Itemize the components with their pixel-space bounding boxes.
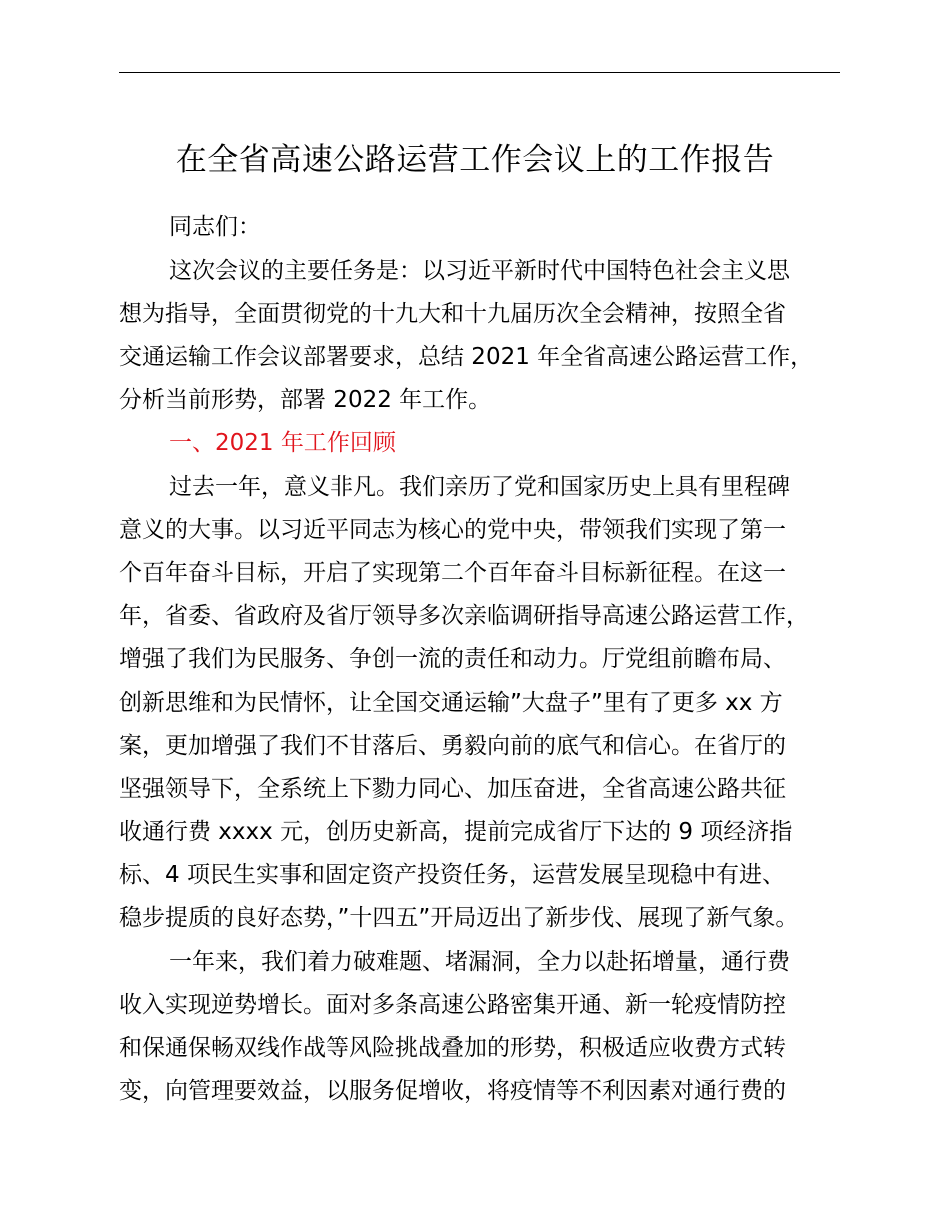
section-heading: 一、2021 年工作回顾 [169, 430, 396, 456]
paragraph1-line-3: 个百年奋斗目标，开启了实现第二个百年奋斗目标新征程。在这一 [119, 560, 786, 586]
paragraph2-line-2: 收入实现逆势增长。面对多条高速公路密集开通、新一轮疫情防控 [119, 992, 786, 1018]
paragraph2-line-3: 和保通保畅双线作战等风险挑战叠加的形势，积极适应收费方式转 [119, 1035, 786, 1061]
paragraph2-line-4: 变，向管理要效益，以服务促增收，将疫情等不利因素对通行费的 [119, 1078, 786, 1104]
header-rule [119, 72, 840, 73]
paragraph1-line-6: 创新思维和为民情怀，让全国交通运输”大盘子”里有了更多 xx 方 [119, 690, 783, 716]
intro-line-1: 这次会议的主要任务是：以习近平新时代中国特色社会主义思 [169, 258, 790, 284]
paragraph1-line-8: 坚强领导下，全系统上下勠力同心、加压奋进，全省高速公路共征 [119, 776, 786, 802]
intro-line-2: 想为指导，全面贯彻党的十九大和十九届历次全会精神，按照全省 [119, 301, 786, 327]
paragraph1-line-11: 稳步提质的良好态势，”十四五”开局迈出了新步伐、展现了新气象。 [119, 905, 799, 931]
intro-line-3: 交通运输工作会议部署要求，总结 2021 年全省高速公路运营工作， [119, 344, 814, 370]
paragraph1-line-10: 标、4 项民生实事和固定资产投资任务，运营发展呈现稳中有进、 [119, 862, 785, 888]
paragraph1-line-2: 意义的大事。以习近平同志为核心的党中央，带领我们实现了第一 [119, 517, 786, 543]
document-title: 在全省高速公路运营工作会议上的工作报告 [175, 142, 775, 178]
intro-line-4: 分析当前形势，部署 2022 年工作。 [119, 387, 492, 413]
paragraph1-line-7: 案，更加增强了我们不甘落后、勇毅向前的底气和信心。在省厅的 [119, 733, 786, 759]
paragraph1-line-5: 增强了我们为民服务、争创一流的责任和动力。厅党组前瞻布局、 [119, 646, 786, 672]
paragraph2-line-1: 一年来，我们着力破难题、堵漏洞，全力以赴拓增量，通行费 [169, 949, 790, 975]
paragraph1-line-9: 收通行费 xxxx 元，创历史新高，提前完成省厅下达的 9 项经济指 [119, 819, 793, 845]
paragraph1-line-1: 过去一年，意义非凡。我们亲历了党和国家历史上具有里程碑 [169, 474, 790, 500]
paragraph1-line-4: 年，省委、省政府及省厅领导多次亲临调研指导高速公路运营工作， [119, 603, 809, 629]
greeting: 同志们： [169, 214, 261, 240]
